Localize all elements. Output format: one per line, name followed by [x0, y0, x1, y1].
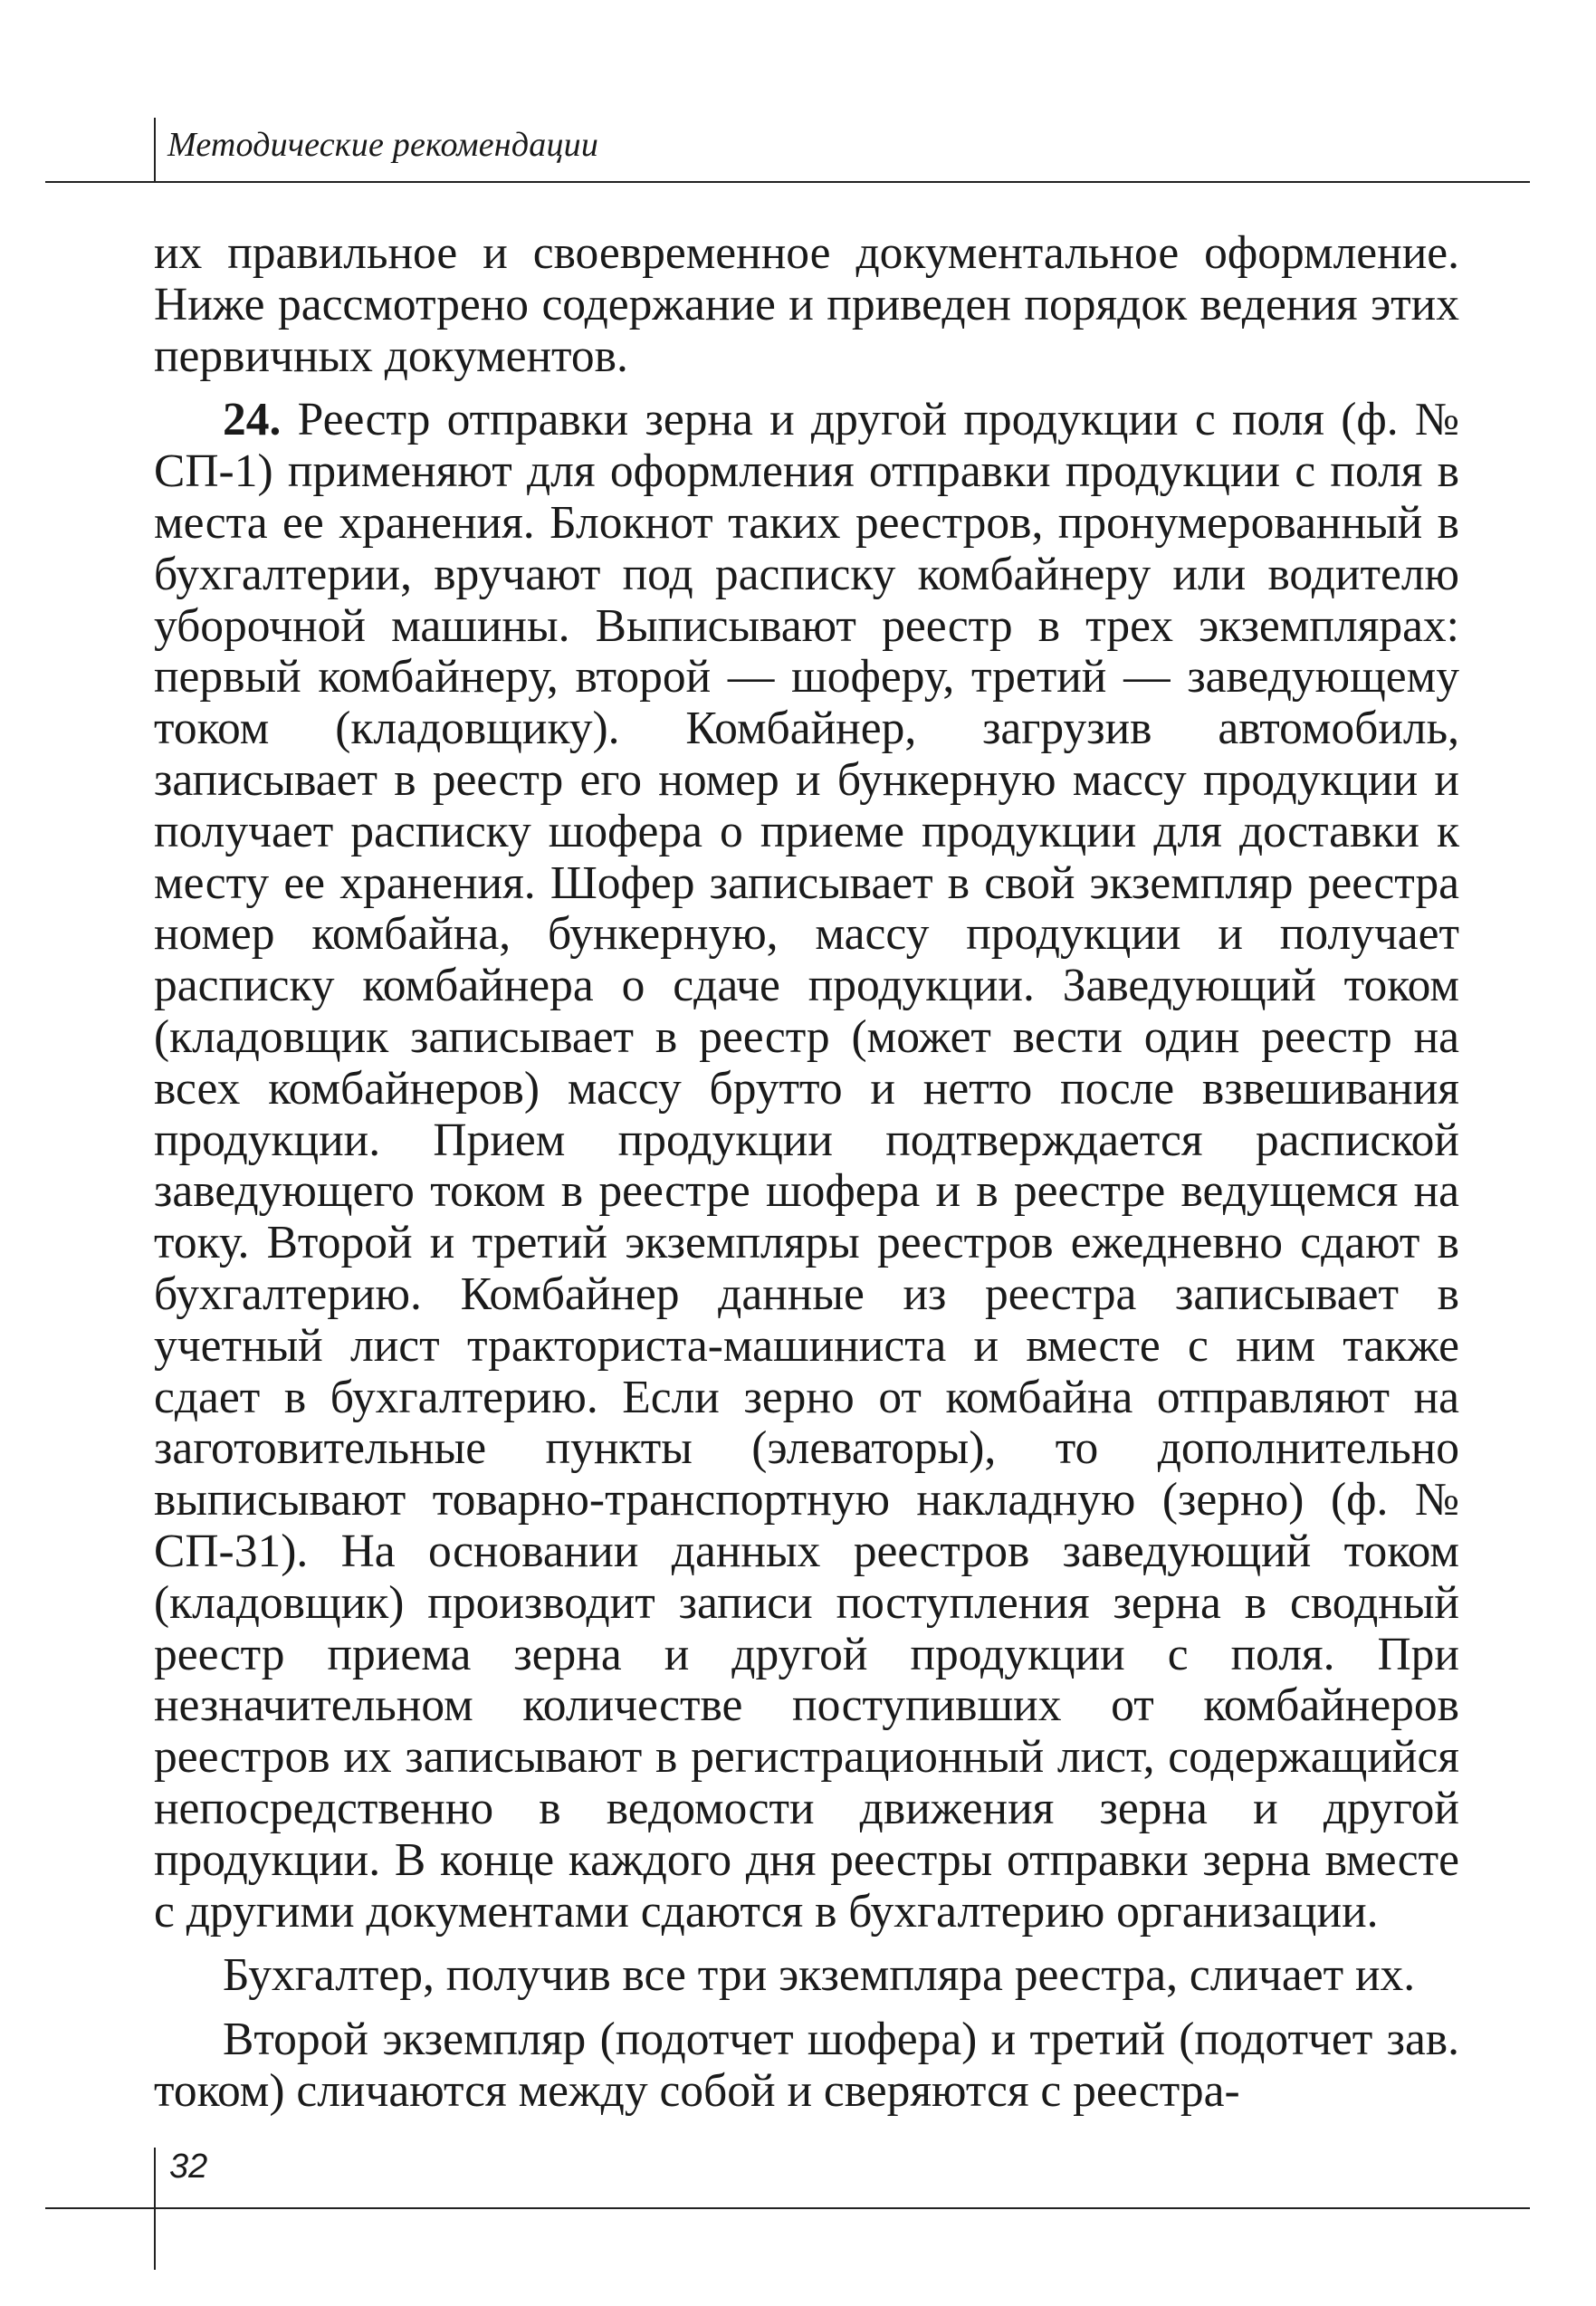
header-divider-tick — [154, 118, 156, 183]
page-body — [154, 228, 1459, 2118]
paragraph-continuation: их правильное и своевременное документальное оформление. Ниже рассмотрено содержание и приведен порядок ведения этих первичных документов. — [154, 227, 1459, 382]
footer-rule — [45, 2207, 1530, 2209]
item-number: 24. — [223, 394, 282, 446]
paragraph-item-24 — [154, 395, 1459, 1938]
page-number: 32 — [169, 2148, 208, 2186]
paragraph-accountant: Бухгалтер, получив все три экземпляра реестра, сличает их. — [223, 1949, 1416, 2002]
item-24-text: Реестр отправки зерна и другой продукции с поля (ф. № СП-1) применяют для оформления отправки продукции с поля в места ее хранения. Блокнот таких реестров, пронумерованный в бухгалтерии, вручают под расписку комбайнеру или водителю уборочной машины. Выписывают реестр в трех экземплярах: первый комбайнеру, второй — шоферу, третий — заведующему током (кладовщику). Комбайнер, загрузив автомобиль, записывает в реестр его номер и бункерную массу продукции и получает расписку шофера о приеме продукции для доставки к месту ее хранения. Шофер записывает в свой экземпляр реестра номер комбайна, бункерную, массу продукции и получает расписку комбайнера о сдаче продукции. Заведующий током (кладовщик записывает в реестр (может вести один реестр на всех комбайнеров) массу брутто и нетто после взвешивания продукции. Прием продукции подтверждается распиской заведующего током в реестре шофера и в реестре ведущемся на току. Второй и третий экземпляры реестров ежедневно сдают в бухгалтерию. Комбайнер данные из реестра записывает в учетный лист тракториста-машиниста и вместе с ним также сдает в бухгалтерию. Если зерно от комбайна отправляют на заготовительные пункты (элеваторы), то дополнительно выписывают товарно-транспортную накладную (зерно) (ф. № СП-31). На основании данных реестров заведующий током (кладовщик) производит записи поступления зерна в сводный реестр приема зерна и другой продукции с поля. При незначительном количестве поступивших от комбайнеров реестров их записывают в регистрационный лист, содержащийся непосредственно в ведомости движения зерна и другой продукции. В конце каждого дня реестры отправки зерна вместе с другими документами сдаются в бухгалтерию организации. — [154, 394, 1459, 1938]
paragraph-second-copy: Второй экземпляр (подотчет шофера) и третий (подотчет зав. током) сличаются между собой и сверяются с реестра- — [154, 2014, 1459, 2117]
header-rule — [45, 181, 1530, 183]
running-title: Методические рекомендации — [167, 126, 599, 164]
